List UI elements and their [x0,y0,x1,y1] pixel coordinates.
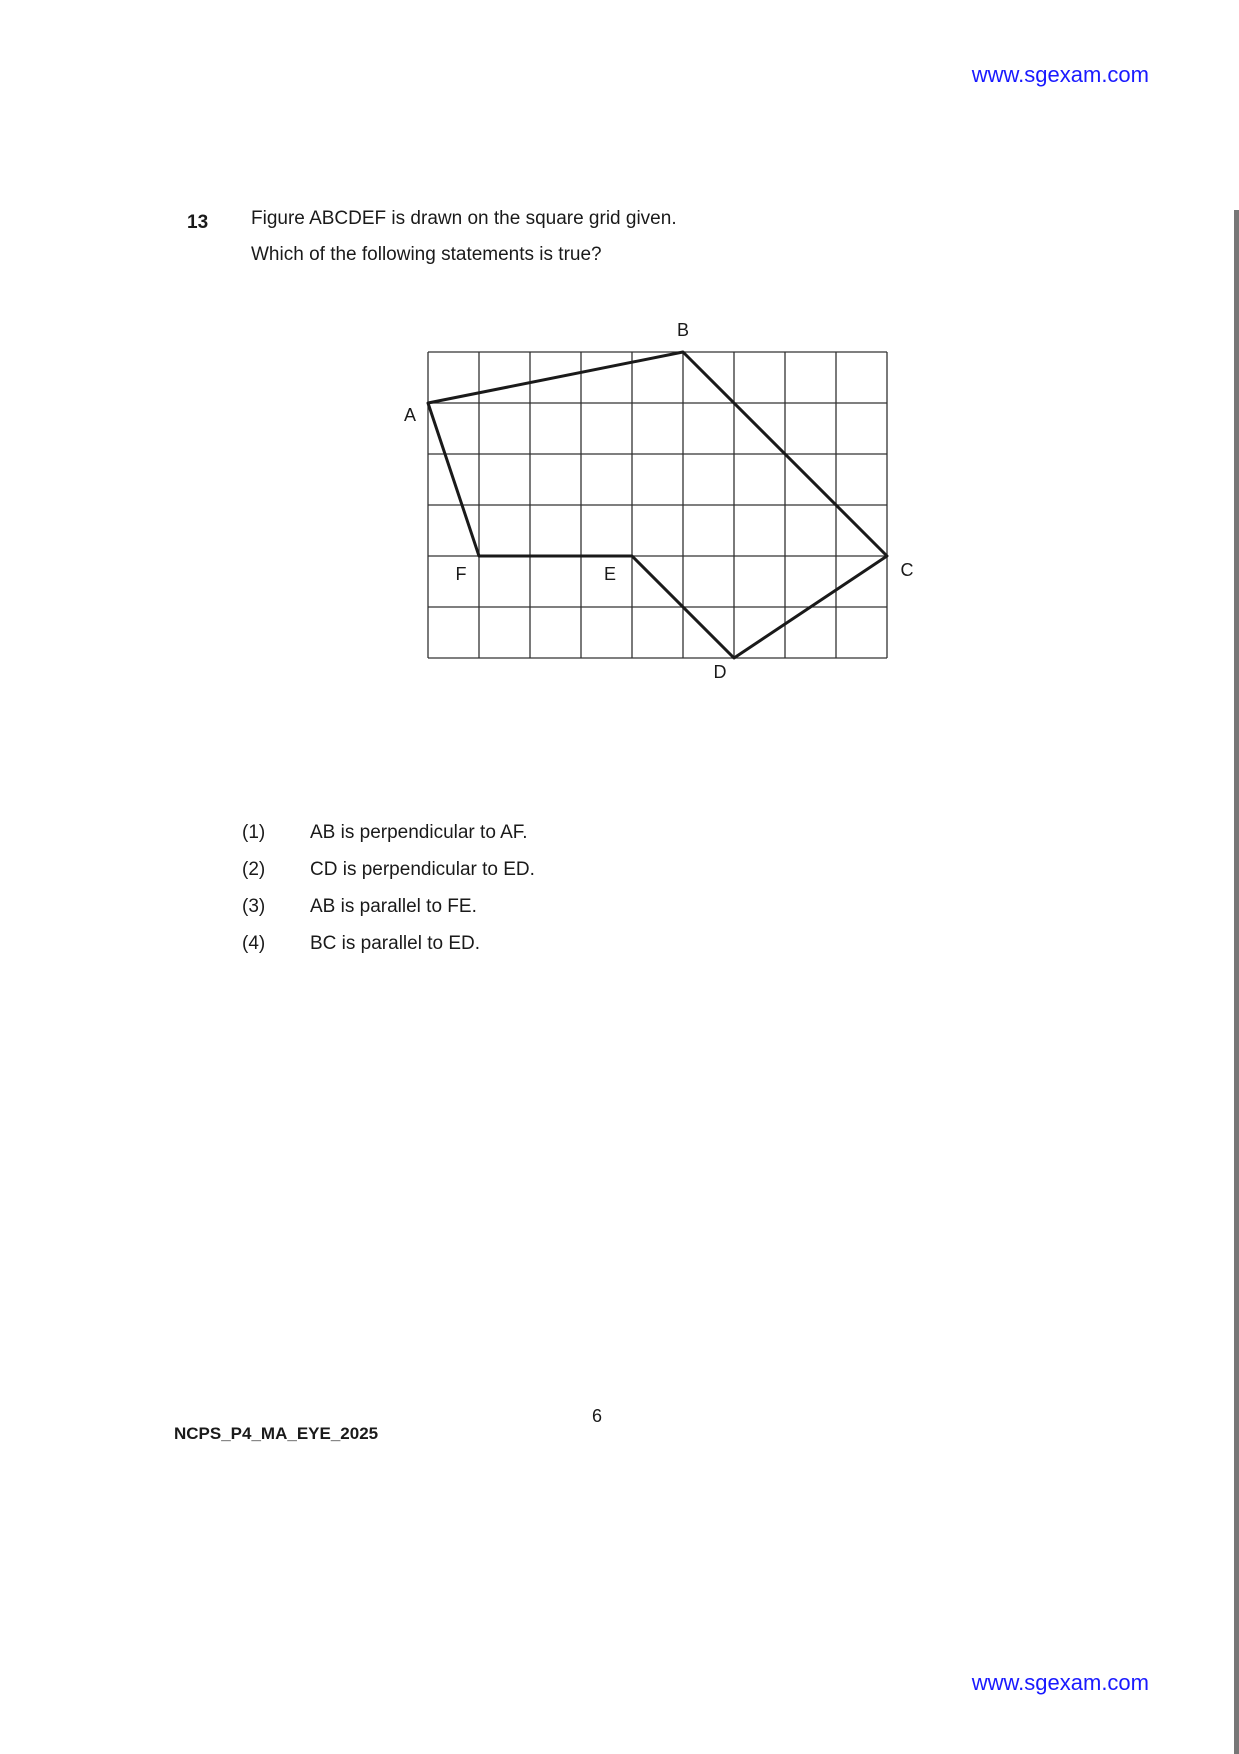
question-number: 13 [187,212,209,233]
vertex-label-b: B [676,320,690,340]
page-edge-shadow [1234,210,1239,1754]
vertex-label-c: C [900,560,914,580]
option-text: AB is perpendicular to AF. [310,822,528,843]
question-text-line-1: Figure ABCDEF is drawn on the square grid given. [251,208,677,229]
vertex-labels [404,320,914,682]
option-number: (2) [242,859,266,880]
site-link-bottom[interactable]: www.sgexam.com [971,1670,1149,1695]
vertex-label-d: D [713,662,727,682]
option-text: CD is perpendicular to ED. [310,859,535,880]
option-text: BC is parallel to ED. [310,933,481,954]
page-number: 6 [592,1406,603,1426]
option-number: (1) [242,822,266,843]
square-grid-figure [390,310,930,690]
grid-lines [428,352,887,658]
vertex-label-a: A [403,405,417,425]
vertex-label-e: E [603,564,617,584]
option-number: (3) [242,896,266,917]
vertex-label-f: F [455,564,467,584]
site-link-top[interactable]: www.sgexam.com [971,62,1149,87]
paper-code: NCPS_P4_MA_EYE_2025 [174,1424,379,1443]
option-text: AB is parallel to FE. [310,896,477,917]
question-text-line-2: Which of the following statements is true? [251,244,602,265]
option-number: (4) [242,933,266,954]
